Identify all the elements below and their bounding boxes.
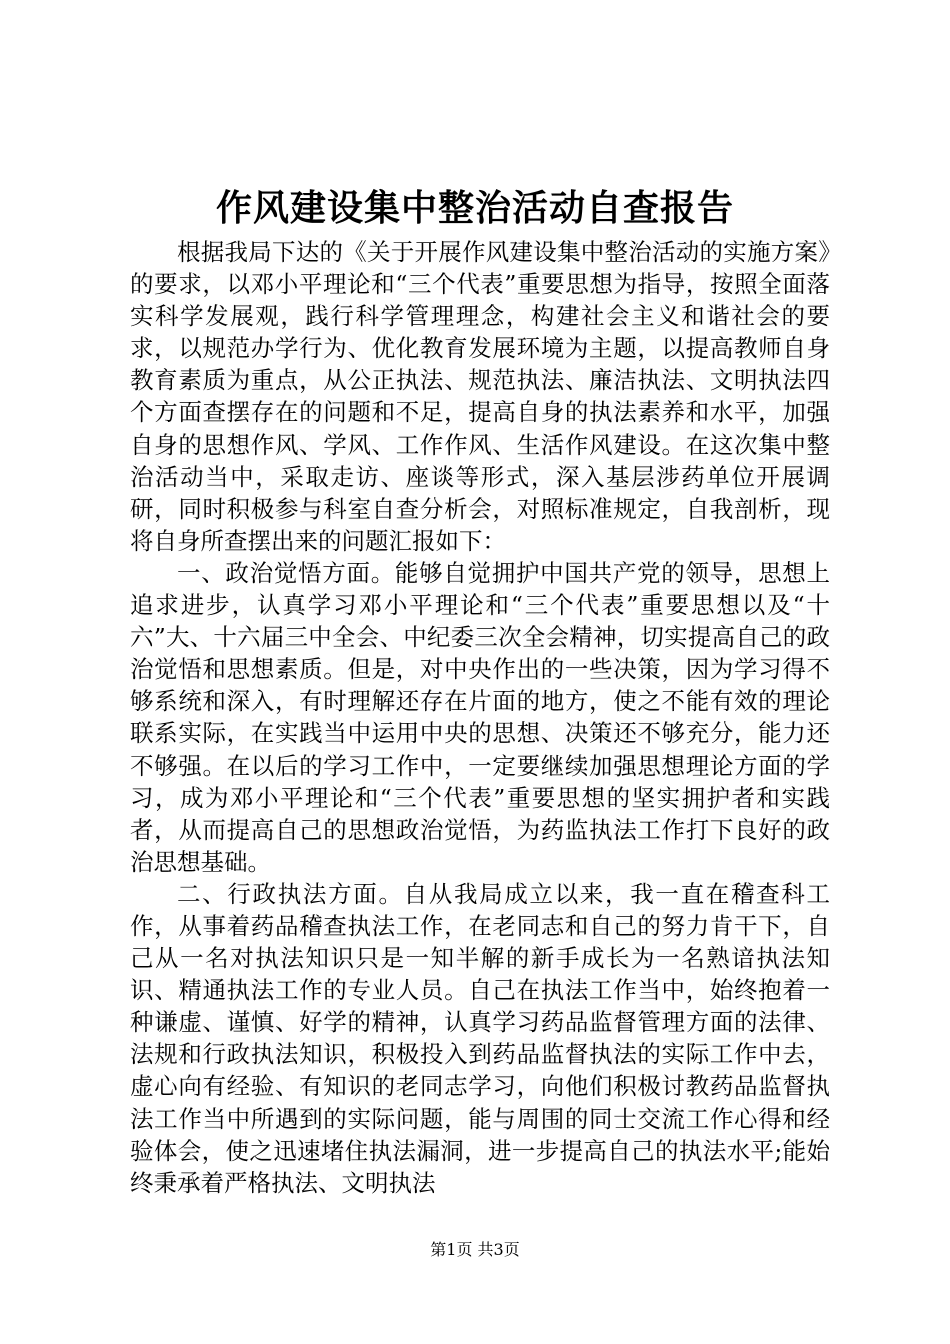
document-body: [130, 236, 830, 1199]
paragraph-administrative-law: 二、行政执法方面。自从我局成立以来，我一直在稽查科工作，从事着药品稽查执法工作，在老同志和自己的努力肯干下，自己从一名对执法知识只是一知半解的新手成长为一名熟谙执法知识、精通执法工作的专业人员。自己在执法工作当中，始终抱着一种谦虚、谨慎、好学的精神，认真学习药品监督管理方面的法律、法规和行政执法知识，积极投入到药品监督执法的实际工作中去，虚心向有经验、有知识的老同志学习，向他们积极讨教药品监督执法工作当中所遇到的实际问题，能与周围的同士交流工作心得和经验体会，使之迅速堵住执法漏洞，进一步提高自己的执法水平;能始终秉承着严格执法、文明执法: [130, 879, 830, 1197]
document-title: 作风建设集中整治活动自查报告: [215, 187, 734, 229]
paragraph-intro: 根据我局下达的《关于开展作风建设集中整治活动的实施方案》的要求，以邓小平理论和“三个代表”重要思想为指导，按照全面落实科学发展观，践行科学管理理念，构建社会主义和谐社会的要求，以规范办学行为、优化教育发展环境为主题，以提高教师自身教育素质为重点，从公正执法、规范执法、廉洁执法、文明执法四个方面查摆存在的问题和不足，提高自身的执法素养和水平，加强自身的思想作风、学风、工作作风、生活作风建设。在这次集中整治活动当中，采取走访、座谈等形式，深入基层涉药单位开展调研，同时积极参与科室自查分析会，对照标准规定，自我剖析，现将自身所查摆出来的问题汇报如下：: [130, 238, 830, 555]
page-number-footer: 第1页 共3页: [430, 1240, 520, 1259]
paragraph-political-awareness: 一、政治觉悟方面。能够自觉拥护中国共产党的领导，思想上追求进步，认真学习邓小平理论和“三个代表”重要思想以及“十六”大、十六届三中全会、中纪委三次全会精神，切实提高自己的政治觉悟和思想素质。但是，对中央作出的一些决策，因为学习得不够系统和深入，有时理解还存在片面的地方，使之不能有效的理论联系实际，在实践当中运用中央的思想、决策还不够充分，能力还不够强。在以后的学习工作中，一定要继续加强思想理论方面的学习，成为邓小平理论和“三个代表”重要思想的坚实拥护者和实践者，从而提高自己的思想政治觉悟，为药监执法工作打下良好的政治思想基础。: [130, 558, 830, 876]
